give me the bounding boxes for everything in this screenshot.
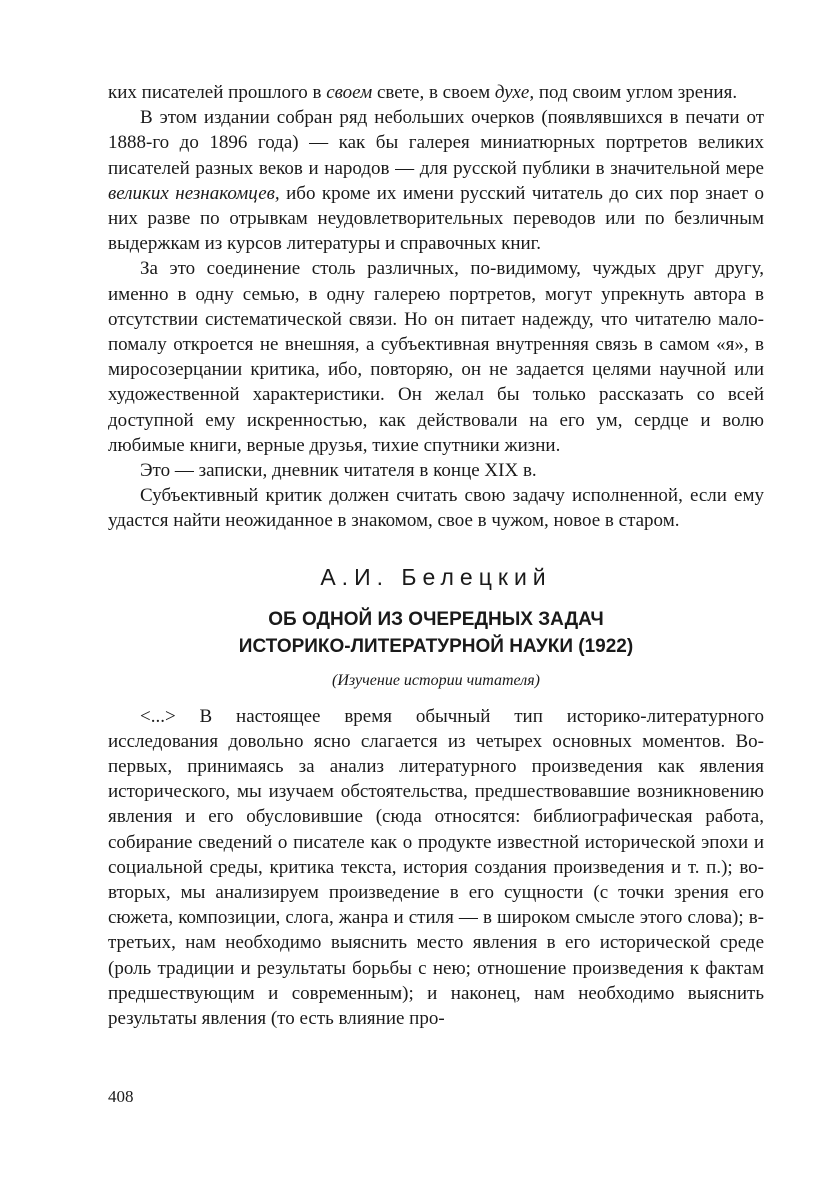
- italic-run: своем: [326, 82, 373, 103]
- text-run: ких писателей прошлого в: [108, 82, 327, 103]
- text-run: <...> В настоящее время обычный тип историко-литературного исследования довольно ясно слагается из четырех основных моментов. Во-первых, принимаясь за анализ литературного произведения как явления исторического, мы изучаем обстоятельства, предшествовавшие возникновению явления и его обусловившие (сюда относятся: библиографическая работа, собирание сведений о писателе как о продукте известной исторической эпохи и социальной среды, критика текста, история создания произведения и т. п.); во-вторых, мы анализируем произведение в его сущности (с точки зрения его сюжета, композиции, слога, жанра и стиля — в широком смысле этого слова); в-третьих, нам необходимо выяснить место явления в его исторической среде (роль традиции и результаты борьбы с нею; отношение произведения к фактам предшествующим и современным); и наконец, нам необходимо выяснить результаты явления (то есть влияние про-: [108, 705, 764, 1030]
- text-run: За это соединение столь различных, по-видимому, чуждых друг другу, именно в одну семью, в одну галерею портретов, могут упрекнуть автора в отсутствии систематической связи. Но он питает надежду, что читателю мало-помалу откроется не внешняя, а субъективная внутренняя связь в самом «я», в миросозерцании критика, ибо, повторяю, он не задается целями научной или художественной характеристики. Он желал бы только рассказать со всей доступной ему искренностью, как действовали на его ум, сердце и волю любимые книги, верные друзья, тихие спутники жизни.: [108, 258, 764, 456]
- italic-run: духе,: [494, 82, 535, 103]
- text-run: ибо кроме их имени русский читатель до сих пор знает о них разве по отрывкам неудовлетворительных переводов или по безличным выдержкам из курсов литературы и справочных книг.: [108, 182, 764, 255]
- text-run: свете, в своем: [372, 82, 495, 103]
- article-subtitle: (Изучение истории читателя): [332, 671, 540, 689]
- text-run: под своим углом зрения.: [534, 82, 738, 103]
- page-number: 408: [108, 1087, 134, 1106]
- article-title: [108, 606, 764, 660]
- text-run: Это — записки, дневник читателя в конце XIX в.: [140, 460, 537, 482]
- italic-run: великих незнакомцев,: [108, 182, 280, 204]
- paragraph-5: [108, 704, 764, 1032]
- title-line-2: ИСТОРИКО-ЛИТЕРАТУРНОЙ НАУКИ (1922): [238, 635, 634, 657]
- text-run: Субъективный критик должен считать свою задачу исполненной, если ему удастся найти неожиданное в знакомом, свое в чужом, новое в старом.: [108, 485, 764, 532]
- page-text: [108, 80, 764, 1031]
- title-line-1: ОБ ОДНОЙ ИЗ ОЧЕРЕДНЫХ ЗАДАЧ: [268, 608, 604, 630]
- paragraph-2: [108, 256, 764, 458]
- author-name: А.И. Белецкий: [320, 563, 552, 590]
- text-run: В этом издании собран ряд небольших очерков (появлявшихся в печати от 1888-го до 1896 года) — как бы галерея миниатюрных портретов великих писателей разных веков и народов — для русской публики в значительной мере: [108, 107, 764, 179]
- paragraph-3: [108, 458, 764, 483]
- paragraph-0: [108, 80, 764, 105]
- paragraph-1: [108, 105, 764, 256]
- paragraph-4: [108, 483, 764, 533]
